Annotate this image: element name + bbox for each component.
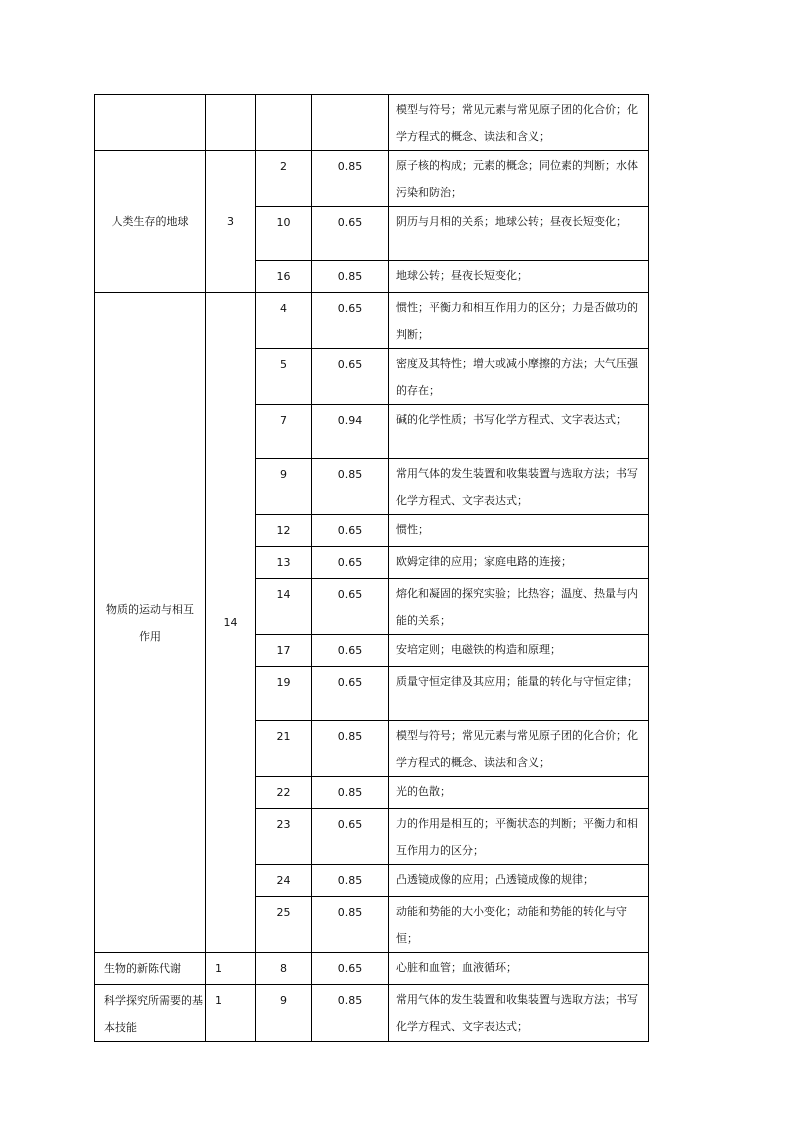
question-number-cell: 23 (256, 809, 312, 865)
question-number-cell: 16 (256, 261, 312, 293)
table-row (95, 293, 649, 349)
question-number-cell: 13 (256, 547, 312, 579)
count-cell: 1 (206, 985, 256, 1042)
knowledge-point-cell: 熔化和凝固的探究实验；比热容；温度、热量与内能的关系； (389, 579, 649, 635)
table-row (95, 95, 649, 151)
difficulty-cell: 0.65 (312, 547, 389, 579)
question-number-cell: 5 (256, 349, 312, 405)
difficulty-cell: 0.85 (312, 865, 389, 897)
question-number-cell: 12 (256, 515, 312, 547)
question-number-cell: 7 (256, 405, 312, 459)
question-number-cell: 21 (256, 721, 312, 777)
difficulty-cell: 0.65 (312, 515, 389, 547)
difficulty-cell: 0.65 (312, 293, 389, 349)
knowledge-point-cell: 密度及其特性；增大或减小摩擦的方法；大气压强的存在； (389, 349, 649, 405)
knowledge-point-cell: 质量守恒定律及其应用；能量的转化与守恒定律； (389, 667, 649, 721)
difficulty-cell: 0.85 (312, 897, 389, 953)
question-number-cell: 9 (256, 985, 312, 1042)
category-cell: 生物的新陈代谢 (95, 953, 206, 985)
table-row (95, 151, 649, 207)
table-row (95, 985, 649, 1042)
question-number-cell: 9 (256, 459, 312, 515)
category-cell: 科学探究所需要的基本技能 (95, 985, 206, 1042)
knowledge-point-cell: 原子核的构成；元素的概念；同位素的判断；水体污染和防治； (389, 151, 649, 207)
knowledge-point-cell: 惯性；平衡力和相互作用力的区分；力是否做功的判断； (389, 293, 649, 349)
knowledge-point-cell: 碱的化学性质；书写化学方程式、文字表达式； (389, 405, 649, 459)
knowledge-point-cell: 模型与符号；常见元素与常见原子团的化合价；化学方程式的概念、读法和含义； (389, 95, 649, 151)
question-number-cell: 17 (256, 635, 312, 667)
knowledge-point-cell: 光的色散； (389, 777, 649, 809)
difficulty-cell: 0.85 (312, 459, 389, 515)
count-cell (206, 95, 256, 151)
knowledge-point-cell: 阴历与月相的关系；地球公转；昼夜长短变化； (389, 207, 649, 261)
difficulty-cell: 0.85 (312, 985, 389, 1042)
count-cell: 14 (206, 293, 256, 953)
knowledge-point-cell: 模型与符号；常见元素与常见原子团的化合价；化学方程式的概念、读法和含义； (389, 721, 649, 777)
difficulty-cell: 0.94 (312, 405, 389, 459)
question-number-cell: 19 (256, 667, 312, 721)
difficulty-cell: 0.85 (312, 261, 389, 293)
knowledge-point-cell: 常用气体的发生装置和收集装置与选取方法；书写化学方程式、文字表达式； (389, 459, 649, 515)
question-number-cell: 14 (256, 579, 312, 635)
difficulty-cell: 0.85 (312, 721, 389, 777)
question-number-cell: 2 (256, 151, 312, 207)
difficulty-cell: 0.85 (312, 151, 389, 207)
knowledge-point-cell: 欧姆定律的应用；家庭电路的连接； (389, 547, 649, 579)
question-number-cell: 8 (256, 953, 312, 985)
knowledge-point-cell: 心脏和血管；血液循环； (389, 953, 649, 985)
difficulty-cell (312, 95, 389, 151)
difficulty-cell: 0.65 (312, 667, 389, 721)
difficulty-cell: 0.65 (312, 953, 389, 985)
question-number-cell (256, 95, 312, 151)
category-cell: 物质的运动与相互作用 (95, 293, 206, 953)
question-number-cell: 10 (256, 207, 312, 261)
difficulty-cell: 0.85 (312, 777, 389, 809)
knowledge-point-cell: 地球公转；昼夜长短变化； (389, 261, 649, 293)
category-cell: 人类生存的地球 (95, 151, 206, 293)
difficulty-cell: 0.65 (312, 809, 389, 865)
knowledge-point-table (94, 94, 649, 1042)
difficulty-cell: 0.65 (312, 579, 389, 635)
category-cell (95, 95, 206, 151)
knowledge-point-cell: 凸透镜成像的应用；凸透镜成像的规律； (389, 865, 649, 897)
question-number-cell: 25 (256, 897, 312, 953)
knowledge-point-cell: 安培定则；电磁铁的构造和原理； (389, 635, 649, 667)
knowledge-point-cell: 常用气体的发生装置和收集装置与选取方法；书写化学方程式、文字表达式； (389, 985, 649, 1042)
difficulty-cell: 0.65 (312, 207, 389, 261)
knowledge-point-cell: 动能和势能的大小变化；动能和势能的转化与守恒； (389, 897, 649, 953)
question-number-cell: 24 (256, 865, 312, 897)
question-number-cell: 4 (256, 293, 312, 349)
knowledge-point-cell: 力的作用是相互的；平衡状态的判断；平衡力和相互作用力的区分； (389, 809, 649, 865)
knowledge-point-cell: 惯性； (389, 515, 649, 547)
count-cell: 3 (206, 151, 256, 293)
table-row (95, 953, 649, 985)
difficulty-cell: 0.65 (312, 349, 389, 405)
count-cell: 1 (206, 953, 256, 985)
question-number-cell: 22 (256, 777, 312, 809)
difficulty-cell: 0.65 (312, 635, 389, 667)
